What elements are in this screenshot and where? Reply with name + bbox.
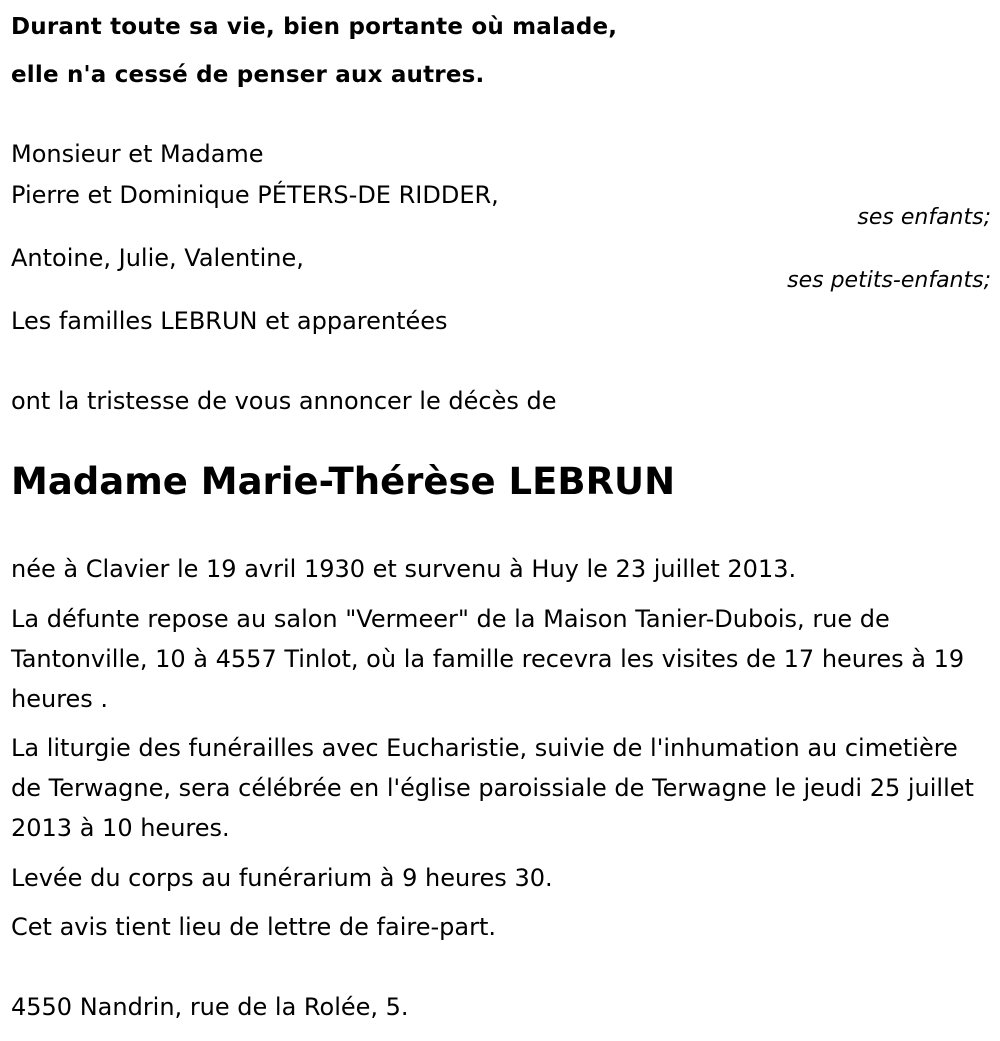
children-role: ses enfants; <box>857 205 991 230</box>
children-line-2: Pierre et Dominique PÉTERS-DE RIDDER, <box>11 181 499 209</box>
grandchildren-names: Antoine, Julie, Valentine, <box>11 244 304 272</box>
families-line: Les familles LEBRUN et apparentées <box>11 307 448 335</box>
viewing-paragraph: La défunte repose au salon "Vermeer" de la Maison Tanier-Dubois, rue de Tantonville, 10 à 4557 Tinlot, où la famille recevra les visites de 17 heures à 19 heures . <box>11 605 965 713</box>
deceased-name: Madame Marie-Thérèse LEBRUN <box>11 460 676 503</box>
quote-line-1: Durant toute sa vie, bien portante où malade, <box>11 14 618 40</box>
quote-line-2: elle n'a cessé de penser aux autres. <box>11 62 485 88</box>
grandchildren-role: ses petits-enfants; <box>787 268 991 293</box>
departure-paragraph: Levée du corps au funérarium à 9 heures 30. <box>11 864 553 892</box>
children-line-1: Monsieur et Madame <box>11 140 264 168</box>
birth-death-paragraph: née à Clavier le 19 avril 1930 et survenu à Huy le 23 juillet 2013. <box>11 555 797 583</box>
obituary-notice <box>11 0 991 1041</box>
address-line: 4550 Nandrin, rue de la Rolée, 5. <box>11 993 409 1021</box>
announcement-line: ont la tristesse de vous annoncer le décès de <box>11 387 557 415</box>
liturgy-paragraph: La liturgie des funérailles avec Eucharistie, suivie de l'inhumation au cimetière de Terwagne, sera célébrée en l'église paroissiale de Terwagne le jeudi 25 juillet 2013 à 10 heures. <box>11 734 974 842</box>
notice-paragraph: Cet avis tient lieu de lettre de faire-part. <box>11 913 496 941</box>
